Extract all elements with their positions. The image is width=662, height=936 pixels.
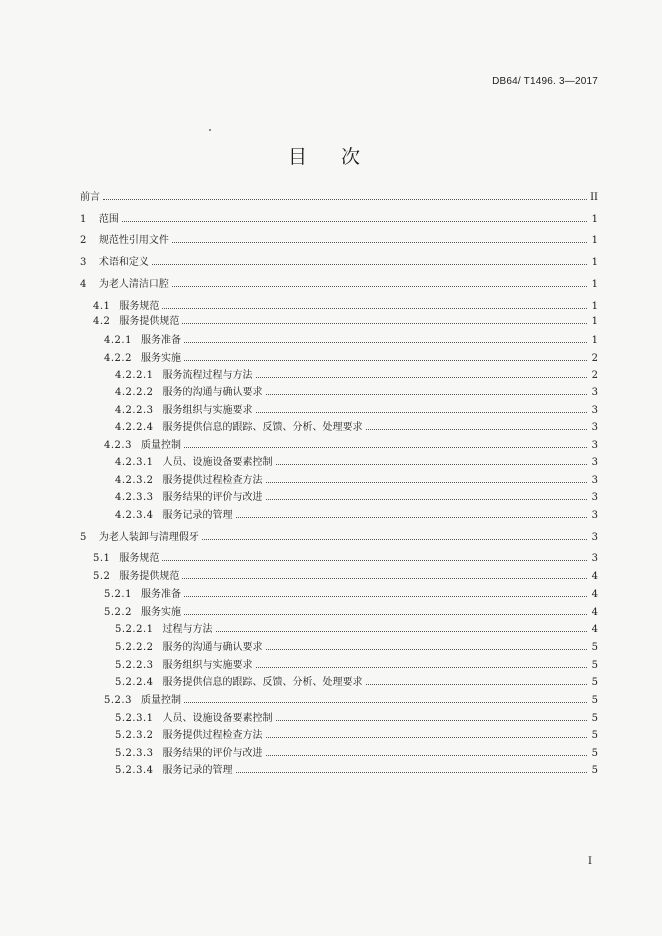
toc-entry-page: II xyxy=(590,192,598,203)
toc-leader-dots xyxy=(366,675,588,685)
toc-leader-dots xyxy=(276,455,588,465)
toc-entry-title: 服务准备 xyxy=(140,589,181,600)
toc-entry-number: 4 xyxy=(80,279,87,290)
toc-entry[interactable] xyxy=(104,438,598,453)
toc-entry-title: 服务的沟通与确认要求 xyxy=(162,387,263,398)
toc-entry[interactable] xyxy=(93,314,598,329)
toc-entry-page: 2 xyxy=(591,353,598,364)
toc-leader-dots xyxy=(266,640,588,650)
toc-entry[interactable] xyxy=(115,473,598,488)
toc-entry[interactable] xyxy=(115,746,598,761)
toc-leader-dots xyxy=(276,711,588,721)
toc-entry-page: 4 xyxy=(591,571,598,582)
toc-entry[interactable] xyxy=(80,530,598,545)
toc-entry-title: 服务提供规范 xyxy=(119,571,180,582)
scan-speck xyxy=(209,129,211,131)
toc-leader-dots xyxy=(184,438,587,448)
toc-entry-page: 3 xyxy=(591,422,598,433)
toc-entry[interactable] xyxy=(93,569,598,584)
toc-entry-title: 前言 xyxy=(80,192,100,203)
toc-entry-page: 3 xyxy=(591,492,598,503)
toc-leader-dots xyxy=(152,255,587,265)
toc-entry-number: 5.2.1 xyxy=(104,589,132,600)
toc-leader-dots xyxy=(184,351,587,361)
toc-leader-dots xyxy=(266,728,588,738)
toc-entry-page: 1 xyxy=(591,316,598,327)
toc-entry-number: 4.2.3.3 xyxy=(115,492,154,503)
toc-entry-number: 5.2.3.1 xyxy=(115,713,154,724)
toc-leader-dots xyxy=(184,605,587,615)
toc-entry-page: 2 xyxy=(591,370,598,381)
toc-entry[interactable] xyxy=(93,551,598,566)
toc-entry[interactable] xyxy=(80,277,598,292)
toc-leader-dots xyxy=(172,233,587,243)
toc-entry-title: 规范性引用文件 xyxy=(98,235,169,246)
toc-entry-number: 5.2.2.3 xyxy=(115,660,154,671)
toc-entry-number: 4.2.3.1 xyxy=(115,457,154,468)
toc-entry-title: 范围 xyxy=(98,214,119,225)
toc-entry[interactable] xyxy=(104,587,598,602)
toc-leader-dots xyxy=(266,746,588,756)
footer-page-number: I xyxy=(588,856,592,867)
toc-leader-dots xyxy=(103,190,587,200)
toc-entry-page: 1 xyxy=(591,214,598,225)
toc-entry[interactable] xyxy=(115,711,598,726)
toc-entry[interactable] xyxy=(115,490,598,505)
toc-entry-title: 服务提供信息的跟踪、反馈、分析、处理要求 xyxy=(162,677,363,688)
toc-entry-number: 5.2.3 xyxy=(104,695,132,706)
toc-entry-page: 5 xyxy=(591,730,598,741)
toc-leader-dots xyxy=(266,385,588,395)
toc-entry-title: 服务提供规范 xyxy=(119,316,180,327)
toc-entry-number: 2 xyxy=(80,235,87,246)
page-title: 目 次 xyxy=(287,146,375,168)
toc-entry[interactable] xyxy=(80,255,598,270)
toc-entry-number: 4.2.2.4 xyxy=(115,422,154,433)
toc-entry-page: 1 xyxy=(591,279,598,290)
toc-leader-dots xyxy=(182,569,587,579)
toc-entry-title: 服务结果的评价与改进 xyxy=(162,748,263,759)
toc-entry-number: 4.2.2.2 xyxy=(115,387,154,398)
toc-entry-page: 3 xyxy=(591,475,598,486)
toc-entry[interactable] xyxy=(104,605,598,620)
toc-entry[interactable] xyxy=(104,693,598,708)
toc-entry-number: 5.2.2.2 xyxy=(115,642,154,653)
toc-entry[interactable] xyxy=(115,455,598,470)
toc-entry-page: 1 xyxy=(591,335,598,346)
toc-entry-number: 4.2.3.2 xyxy=(115,475,154,486)
toc-entry-number: 5.2.3.2 xyxy=(115,730,154,741)
toc-entry-page: 3 xyxy=(591,440,598,451)
toc-leader-dots xyxy=(182,314,587,324)
toc-entry[interactable] xyxy=(115,728,598,743)
toc-entry-number: 5.1 xyxy=(93,553,111,564)
toc-entry-number: 5.2.3.3 xyxy=(115,748,154,759)
toc-entry-title: 服务实施 xyxy=(140,607,181,618)
toc-leader-dots xyxy=(202,530,587,540)
toc-entry[interactable] xyxy=(115,622,598,637)
toc-entry-title: 服务准备 xyxy=(140,335,181,346)
toc-entry-number: 4.2.2.3 xyxy=(115,405,154,416)
toc-entry-page: 1 xyxy=(591,257,598,268)
toc-entry-page: 5 xyxy=(591,713,598,724)
toc-leader-dots xyxy=(236,508,588,518)
toc-leader-dots xyxy=(216,622,588,632)
toc-entry-title: 服务的沟通与确认要求 xyxy=(162,642,263,653)
toc-leader-dots xyxy=(172,277,587,287)
toc-entry-page: 1 xyxy=(591,235,598,246)
toc-entry[interactable] xyxy=(93,299,598,314)
toc-entry-page: 3 xyxy=(591,387,598,398)
toc-entry-number: 1 xyxy=(80,214,87,225)
toc-entry-title: 过程与方法 xyxy=(162,624,213,635)
toc-leader-dots xyxy=(122,212,587,222)
toc-leader-dots xyxy=(366,420,588,430)
toc-leader-dots xyxy=(236,763,588,773)
toc-entry[interactable] xyxy=(80,212,598,227)
toc-entry-title: 服务记录的管理 xyxy=(162,510,233,521)
toc-entry-title: 服务提供过程检查方法 xyxy=(162,475,263,486)
toc-entry-title: 为老人装卸与清理假牙 xyxy=(98,532,199,543)
toc-entry-page: 5 xyxy=(591,642,598,653)
toc-entry[interactable] xyxy=(104,333,598,348)
toc-entry-number: 5.2.3.4 xyxy=(115,765,154,776)
toc-entry-title: 服务规范 xyxy=(119,301,160,312)
toc-entry-number: 3 xyxy=(80,257,87,268)
toc-entry-page: 3 xyxy=(591,457,598,468)
toc-entry-number: 5 xyxy=(80,532,87,543)
toc-entry-title: 服务组织与实施要求 xyxy=(162,405,253,416)
toc-leader-dots xyxy=(256,368,588,378)
toc-entry[interactable] xyxy=(80,233,598,248)
toc-leader-dots xyxy=(184,333,587,343)
toc-entry-number: 4.2.2 xyxy=(104,353,132,364)
toc-entry[interactable] xyxy=(115,675,598,690)
toc-entry[interactable] xyxy=(80,190,598,205)
toc-entry-number: 4.2.1 xyxy=(104,335,132,346)
toc-leader-dots xyxy=(162,551,587,561)
toc-leader-dots xyxy=(184,587,587,597)
toc-entry-title: 为老人清洁口腔 xyxy=(98,279,169,290)
toc-leader-dots xyxy=(162,299,587,309)
toc-entry-number: 5.2.2.4 xyxy=(115,677,154,688)
toc-entry-title: 人员、设施设备要素控制 xyxy=(162,457,273,468)
toc-entry[interactable] xyxy=(115,763,598,778)
toc-entry-page: 4 xyxy=(591,607,598,618)
toc-entry-number: 5.2 xyxy=(93,571,111,582)
toc-entry-title: 服务实施 xyxy=(140,353,181,364)
toc-entry-number: 4.2 xyxy=(93,316,111,327)
toc-entry-page: 5 xyxy=(591,765,598,776)
toc-leader-dots xyxy=(266,473,588,483)
toc-entry-number: 5.2.2.1 xyxy=(115,624,154,635)
toc-entry-title: 服务提供过程检查方法 xyxy=(162,730,263,741)
toc-entry[interactable] xyxy=(104,351,598,366)
toc-entry-number: 5.2.2 xyxy=(104,607,132,618)
toc-entry-number: 4.2.3.4 xyxy=(115,510,154,521)
toc-entry-title: 服务记录的管理 xyxy=(162,765,233,776)
toc-entry-title: 人员、设施设备要素控制 xyxy=(162,713,273,724)
toc-leader-dots xyxy=(256,658,588,668)
toc-entry-title: 服务组织与实施要求 xyxy=(162,660,253,671)
toc-entry-page: 3 xyxy=(591,510,598,521)
toc-leader-dots xyxy=(266,490,588,500)
toc-entry-title: 术语和定义 xyxy=(98,257,149,268)
toc-entry-title: 服务流程过程与方法 xyxy=(162,370,253,381)
toc-entry-title: 服务结果的评价与改进 xyxy=(162,492,263,503)
toc-entry[interactable] xyxy=(115,368,598,383)
toc-entry-page: 3 xyxy=(591,553,598,564)
toc-entry-page: 5 xyxy=(591,748,598,759)
toc-entry-page: 5 xyxy=(591,660,598,671)
toc-entry-title: 质量控制 xyxy=(140,440,181,451)
toc-entry-page: 3 xyxy=(591,405,598,416)
toc-entry-number: 4.2.2.1 xyxy=(115,370,154,381)
toc-entry-title: 服务规范 xyxy=(119,553,160,564)
toc-entry[interactable] xyxy=(115,403,598,418)
toc-entry-title: 质量控制 xyxy=(140,695,181,706)
document-code: DB64/ T1496. 3—2017 xyxy=(492,76,598,87)
toc-leader-dots xyxy=(184,693,587,703)
toc-entry-page: 1 xyxy=(591,301,598,312)
toc-entry-title: 服务提供信息的跟踪、反馈、分析、处理要求 xyxy=(162,422,363,433)
toc-entry-page: 4 xyxy=(591,624,598,635)
toc-entry-number: 4.1 xyxy=(93,301,111,312)
toc-entry-page: 3 xyxy=(591,532,598,543)
toc-leader-dots xyxy=(256,403,588,413)
toc-entry-page: 5 xyxy=(591,677,598,688)
toc-entry-page: 5 xyxy=(591,695,598,706)
toc-entry[interactable] xyxy=(115,420,598,435)
toc-entry[interactable] xyxy=(115,385,598,400)
toc-entry-page: 4 xyxy=(591,589,598,600)
toc-entry[interactable] xyxy=(115,640,598,655)
toc-entry[interactable] xyxy=(115,658,598,673)
toc-entry-number: 4.2.3 xyxy=(104,440,132,451)
toc-entry[interactable] xyxy=(115,508,598,523)
